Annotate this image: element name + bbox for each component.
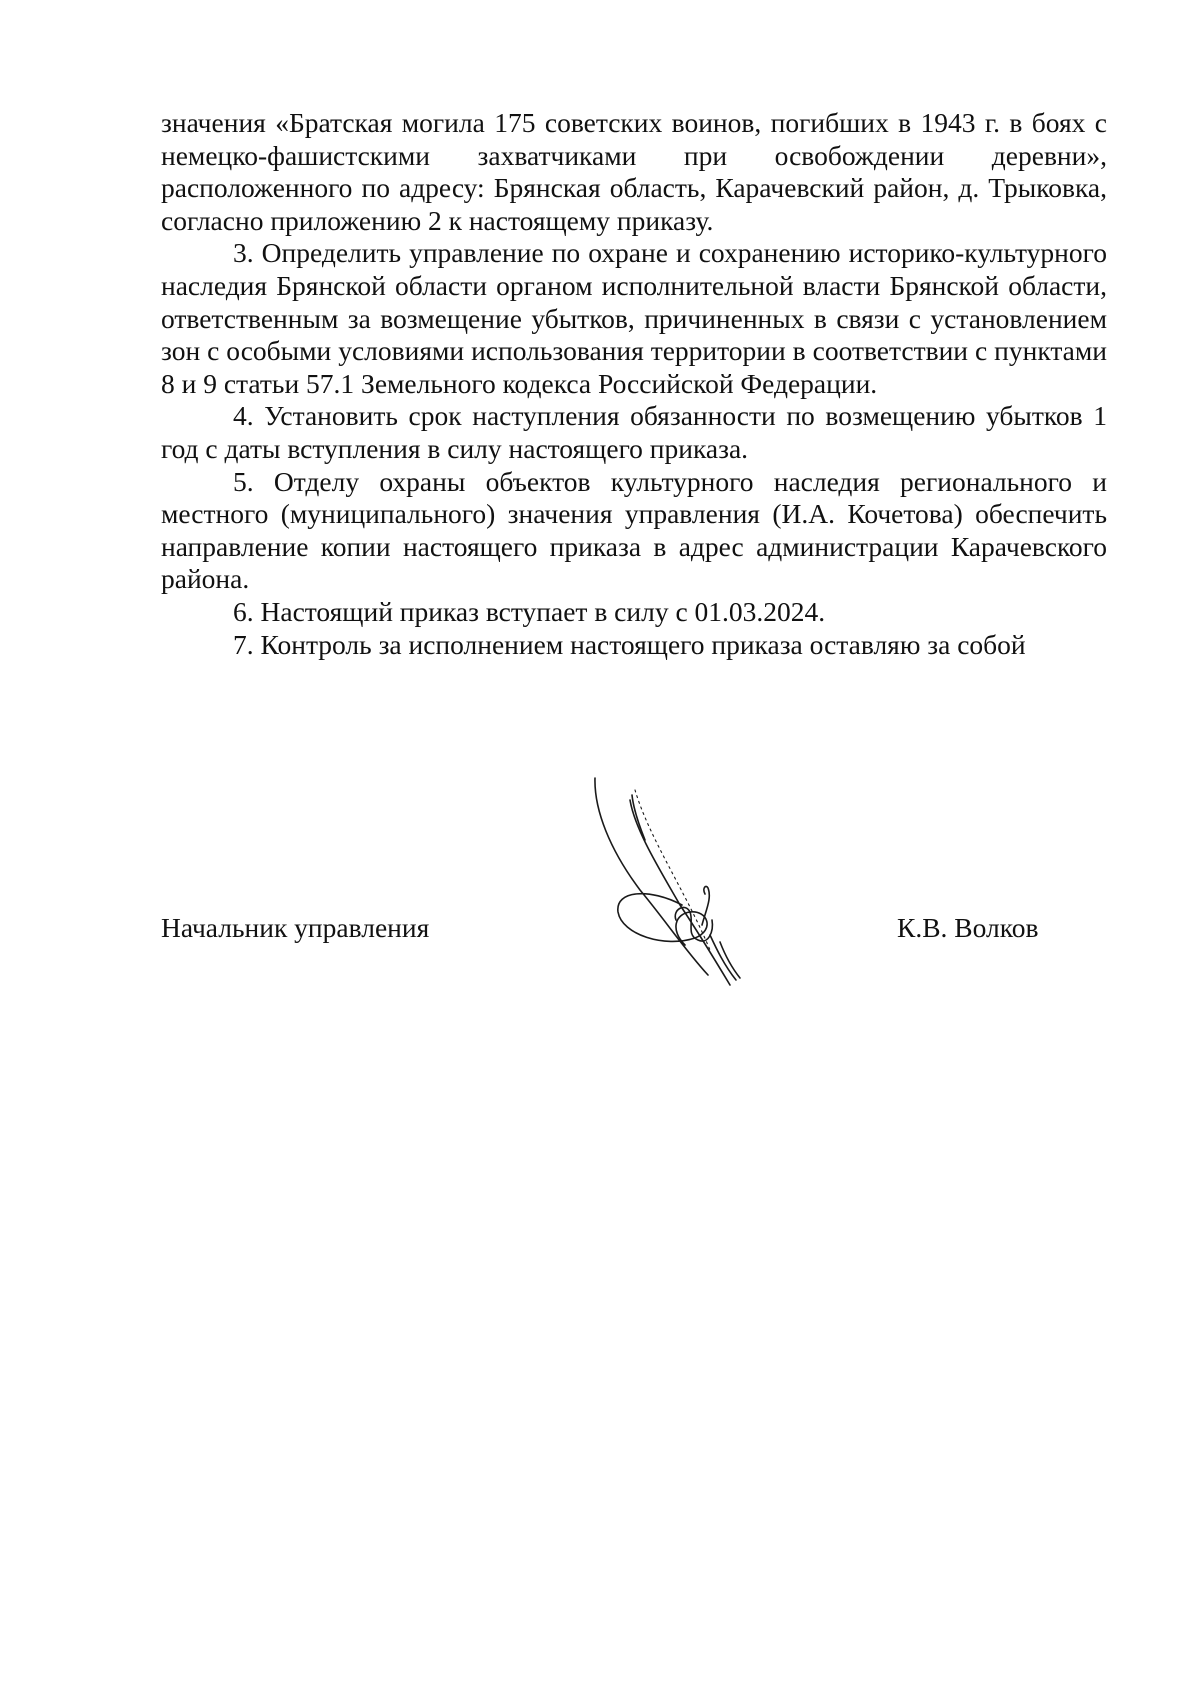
paragraph-item-3: 3. Определить управление по охране и сохранению историко-культурного наследия Брянской области органом исполнительной власти Брянской области, ответственным за возмещение убытков, причиненных в связи с установлением зон с особыми условиями использования территории в соответствии с пунктами 8 и 9 статьи 57.1 Земельного кодекса Российской Федерации. [161, 237, 1107, 399]
document-body [161, 107, 1107, 661]
paragraph-item-7: 7. Контроль за исполнением настоящего приказа оставляю за собой [233, 628, 1026, 660]
paragraph-item-5: 5. Отделу охраны объектов культурного наследия регионального и местного (муниципального) значения управления (И.А. Кочетова) обеспечить направление копии настоящего приказа в адрес администрации Карачевского района. [161, 465, 1107, 595]
paragraph-item-4: 4. Установить срок наступления обязанности по возмещению убытков 1 год с даты вступления в силу настоящего приказа. [161, 400, 1107, 464]
paragraph-continuation: значения «Братская могила 175 советских воинов, погибших в 1943 г. в боях с немецко-фашистскими захватчиками при освобождении деревни», расположенного по адресу: Брянская область, Карачевский район, д. Трыковка, согласно приложению 2 к настоящему приказу. [161, 107, 1107, 236]
paragraph-item-6: 6. Настоящий приказ вступает в силу с 01.03.2024. [233, 595, 826, 627]
handwritten-signature [590, 770, 760, 1000]
signer-position-title: Начальник управления [161, 912, 430, 943]
signer-name: К.В. Волков [897, 912, 1039, 943]
